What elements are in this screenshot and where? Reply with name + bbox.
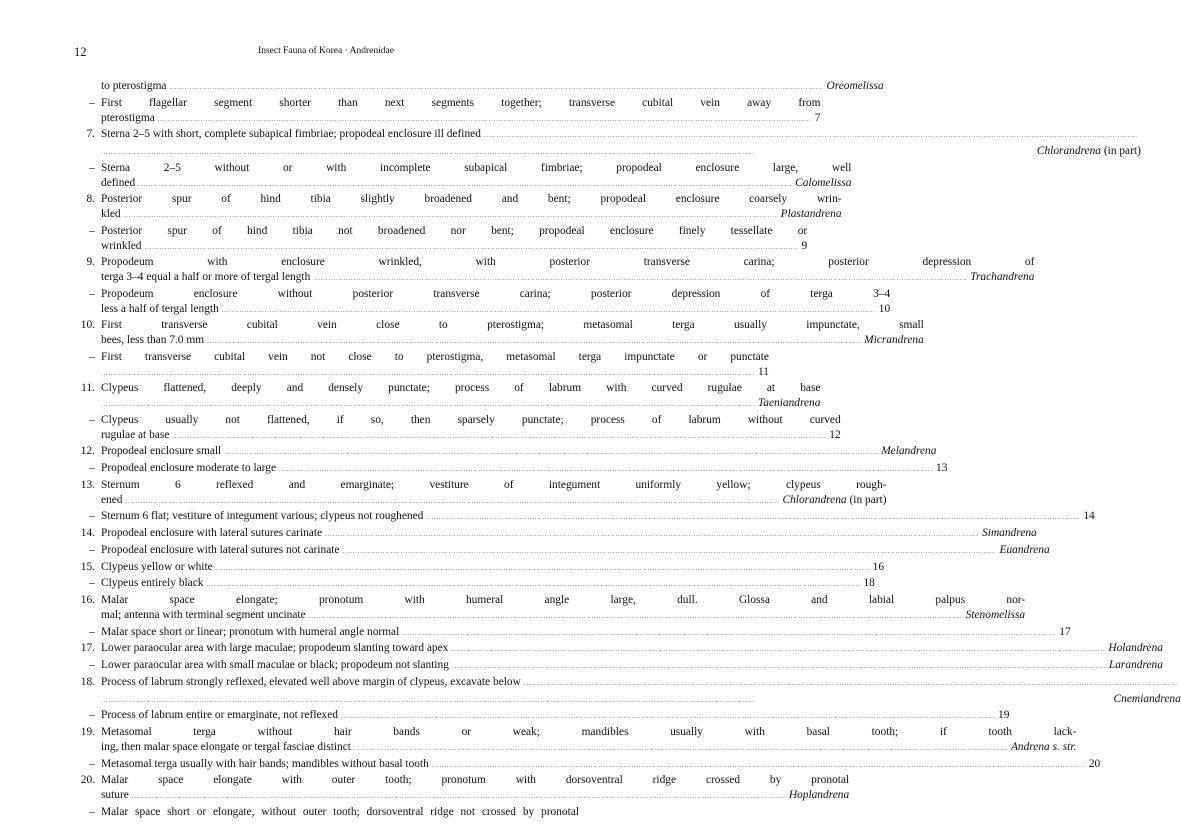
key-line — [101, 526, 1037, 543]
couplet-text — [101, 708, 1009, 725]
couplet-reference — [758, 365, 769, 380]
key-line — [101, 757, 1100, 774]
key-line — [101, 350, 769, 365]
key-couplet — [74, 96, 821, 128]
dot-leader — [101, 146, 1034, 161]
key-line-text: Lower paraocular area with small maculae or black; propodeum not slanting — [101, 659, 449, 671]
genus-name — [999, 543, 1049, 558]
goal-text: Oreomelissa — [826, 80, 884, 92]
goal-text: Micrandrena — [864, 334, 924, 346]
key-line-text: ened — [101, 493, 123, 506]
key-line-text: kled — [101, 208, 121, 220]
key-line-text: terga 3–4 equal a half or more of tergal length — [101, 271, 311, 283]
dot-leader — [207, 578, 861, 593]
key-line — [101, 725, 1076, 740]
key-couplet — [74, 675, 1181, 709]
key-line — [101, 161, 851, 176]
dot-leader — [451, 643, 1105, 658]
couplet-reference — [998, 708, 1009, 723]
key-line — [101, 675, 1181, 692]
couplet-text — [101, 96, 820, 128]
key-line-text: Metasomal terga usually with hair bands; mandibles without basal tooth — [101, 757, 429, 770]
dot-leader — [354, 742, 1008, 757]
key-line-text: Metasomal terga without hair bands or weak; mandibles usually with basal tooth; if tooth lack- — [101, 726, 1077, 738]
key-line-text: Sternum 6 flat; vestiture of integument various; clypeus not roughened — [101, 510, 424, 523]
key-couplet — [74, 127, 1141, 161]
key-couplet — [74, 576, 875, 593]
couplet-text — [101, 255, 1034, 287]
key-line-text: Clypeus flattened, deeply and densely punctate; process of labrum with curved rugulae at base — [101, 382, 821, 395]
key-couplet — [74, 350, 769, 382]
couplet-text — [101, 161, 851, 193]
key-couplet — [74, 805, 579, 820]
key-line-text: Process of labrum entire or emarginate, not reflexed — [101, 709, 339, 722]
couplet-number: 14. — [80, 527, 95, 539]
genus-name — [783, 493, 887, 508]
couplet-number: 9. — [86, 256, 95, 269]
dot-leader — [124, 209, 778, 224]
key-couplet — [74, 757, 1101, 774]
couplet-text — [101, 641, 1163, 658]
goal-text: Stenomelissa — [965, 608, 1026, 621]
goal-text: 9 — [801, 239, 808, 252]
goal-text: 11 — [757, 365, 769, 378]
couplet-number: 19. — [80, 726, 95, 738]
couplet-reference — [863, 576, 874, 591]
genus-name — [1011, 740, 1076, 755]
dot-leader — [158, 113, 812, 128]
key-line — [101, 302, 890, 319]
key-line — [101, 461, 947, 478]
alternative-dash: – — [89, 577, 95, 590]
goal-text: Andrena s. str. — [1010, 740, 1077, 753]
alternative-dash: – — [89, 413, 95, 426]
genus-name — [758, 396, 820, 411]
key-line-text: First flagellar segment shorter than next segments together; transverse cubital vein away from — [101, 96, 821, 109]
goal-qualifier: (in part) — [1101, 145, 1141, 157]
dot-leader — [343, 545, 997, 560]
identification-key — [74, 79, 1181, 820]
key-couplet — [74, 658, 1163, 675]
couplet-number: 20. — [80, 774, 95, 787]
key-line-text: rugulae at base — [101, 428, 170, 441]
genus-name — [1037, 144, 1141, 159]
key-line — [101, 413, 841, 428]
goal-text: 17 — [1059, 625, 1071, 638]
key-line-text: Malar space elongate with outer tooth; pronotum with dorsoventral ridge crossed by pronotal — [101, 774, 850, 787]
goal-text: 10 — [878, 302, 891, 315]
key-couplet — [74, 79, 884, 96]
key-line — [101, 428, 841, 445]
couplet-reference — [1059, 625, 1070, 640]
genus-name — [970, 270, 1034, 285]
couplet-number: 7. — [86, 128, 95, 141]
key-line — [101, 224, 807, 239]
key-line-text: ing, then malar space elongate or tergal fasciae distinct — [101, 740, 351, 753]
key-line — [101, 111, 820, 128]
dot-leader — [138, 178, 792, 193]
key-line-text: Propodeal enclosure with lateral sutures carinate — [101, 527, 323, 539]
key-line-text: Clypeus entirely black — [101, 577, 204, 590]
dot-leader — [341, 710, 995, 725]
key-line — [101, 381, 820, 396]
couplet-text — [101, 192, 842, 224]
couplet-text — [101, 79, 884, 96]
key-line — [101, 543, 1050, 560]
dot-leader — [452, 660, 1106, 675]
key-line — [101, 478, 887, 493]
key-line-text: Lower paraocular area with large maculae; propodeum slanting toward apex — [101, 642, 449, 655]
key-couplet — [74, 625, 1071, 642]
key-couplet — [74, 543, 1050, 560]
dot-leader — [170, 81, 824, 96]
key-line — [101, 396, 820, 413]
key-line-text: Posterior spur of hind tibia not broadened nor bent; propodeal enclosure finely tessellate or — [101, 224, 808, 237]
key-line — [101, 270, 1034, 287]
goal-text: 13 — [936, 462, 948, 474]
key-line-text: Sternum 6 reflexed and emarginate; vestiture of integument uniformly yellow; clypeus rough- — [101, 478, 887, 491]
goal-text: Chlorandrena — [782, 493, 847, 506]
key-line — [101, 788, 849, 805]
running-title: Insect Fauna of Korea · Andrenidae — [258, 46, 394, 56]
couplet-reference — [873, 560, 884, 575]
goal-text: Plastandrena — [780, 208, 842, 220]
key-line-text: Propodeal enclosure with lateral sutures not carinate — [101, 543, 340, 556]
key-line-text: less a half of tergal length — [101, 302, 219, 315]
couplet-reference — [815, 111, 821, 126]
key-line — [101, 176, 851, 193]
key-line — [101, 805, 579, 820]
key-line-text: pterostigma — [101, 111, 155, 124]
key-line — [101, 509, 1095, 526]
goal-text: Chlorandrena — [1036, 145, 1102, 157]
couplet-number: 13. — [80, 478, 95, 491]
key-line-text: First transverse cubital vein not close to pterostigma, metasomal terga impunctate or punctate — [101, 350, 769, 363]
couplet-text — [101, 593, 1025, 625]
key-couplet — [74, 560, 885, 577]
couplet-reference — [829, 428, 840, 443]
couplet-text — [101, 478, 887, 510]
key-line-text: Process of labrum strongly reflexed, elevated well above margin of clypeus, excavate below — [101, 675, 521, 688]
couplet-number: 11. — [81, 382, 95, 395]
key-line — [101, 692, 1181, 709]
couplet-text — [101, 413, 841, 445]
key-line-text: Clypeus yellow or white — [101, 560, 213, 573]
alternative-dash: – — [89, 350, 95, 363]
alternative-dash: – — [89, 757, 95, 770]
key-couplet — [74, 641, 1164, 658]
key-couplet — [74, 444, 937, 461]
couplet-text — [101, 675, 1181, 709]
key-couplet — [74, 224, 808, 256]
couplet-reference — [1089, 757, 1100, 772]
key-couplet — [74, 593, 1026, 625]
dot-leader — [207, 335, 861, 350]
key-line-text: Sterna 2–5 without or with incomplete subapical fimbriae; propodeal enclosure large, well — [101, 161, 852, 174]
key-couplet — [74, 318, 924, 350]
goal-text: 16 — [872, 560, 885, 573]
couplet-number: 16. — [80, 594, 95, 606]
couplet-text — [101, 805, 579, 820]
goal-text: 20 — [1088, 757, 1101, 770]
key-line-text: Sterna 2–5 with short, complete subapical fimbriae; propodeal enclosure ill defined — [101, 128, 481, 141]
alternative-dash: – — [89, 709, 95, 722]
key-line-text: defined — [101, 176, 136, 189]
couplet-text — [101, 757, 1100, 774]
goal-text: Melandrena — [881, 445, 937, 458]
key-line-text: bees, less than 7.0 mm — [101, 334, 205, 346]
key-line — [101, 493, 887, 510]
dot-leader — [279, 463, 933, 478]
key-couplet — [74, 381, 821, 413]
dot-leader — [101, 694, 1111, 709]
alternative-dash: – — [89, 543, 95, 556]
key-couplet — [74, 725, 1077, 757]
dot-leader — [101, 398, 755, 413]
couplet-reference — [1083, 509, 1094, 524]
key-line — [101, 192, 842, 207]
dot-leader — [224, 446, 878, 461]
key-line — [101, 444, 936, 461]
dot-leader — [126, 495, 780, 510]
goal-text: 18 — [863, 577, 875, 590]
couplet-text — [101, 509, 1095, 526]
dot-leader — [524, 677, 1178, 692]
key-couplet — [74, 255, 1035, 287]
dot-leader — [145, 241, 799, 256]
couplet-number: 17. — [80, 642, 95, 655]
key-line-text: mal; antenna with terminal segment uncinate — [101, 608, 306, 621]
dot-leader — [484, 129, 1138, 144]
key-line — [101, 144, 1141, 161]
key-line — [101, 773, 849, 788]
key-line-text: Clypeus usually not flattened, if so, then sparsely punctate; process of labrum without curved — [101, 413, 841, 426]
dot-leader — [222, 304, 876, 319]
key-line — [101, 608, 1025, 625]
genus-name — [795, 176, 851, 191]
dot-leader — [172, 430, 826, 445]
dot-leader — [101, 367, 755, 382]
couplet-text — [101, 461, 947, 478]
key-couplet — [74, 708, 1010, 725]
key-line — [101, 593, 1025, 608]
key-line — [101, 287, 890, 302]
key-line — [101, 560, 884, 577]
couplet-number: 12. — [80, 445, 95, 458]
goal-text: 14 — [1083, 510, 1095, 523]
genus-name — [881, 444, 936, 459]
couplet-number: 18. — [80, 675, 95, 688]
genus-name — [1114, 692, 1181, 707]
couplet-reference — [879, 302, 890, 317]
key-line — [101, 239, 807, 256]
genus-name — [1108, 641, 1163, 656]
key-line — [101, 708, 1009, 725]
genus-name — [1109, 658, 1163, 673]
key-line — [101, 625, 1071, 642]
key-line-text: suture — [101, 789, 129, 801]
couplet-number: 15. — [80, 560, 95, 573]
alternative-dash: – — [89, 805, 95, 818]
goal-text: Holandrena — [1108, 642, 1164, 655]
dot-leader — [132, 790, 786, 805]
key-line — [101, 96, 820, 111]
goal-text: Trachandrena — [970, 271, 1035, 283]
key-couplet — [74, 773, 850, 805]
couplet-text — [101, 127, 1141, 161]
key-line — [101, 255, 1034, 270]
key-line — [101, 127, 1141, 144]
key-line — [101, 740, 1076, 757]
dot-leader — [216, 562, 870, 577]
goal-text: 12 — [829, 428, 841, 441]
dot-leader — [309, 610, 963, 625]
alternative-dash: – — [89, 287, 95, 300]
key-line — [101, 207, 842, 224]
key-couplet — [74, 526, 1037, 543]
key-line-text: Propodeum with enclosure wrinkled, with posterior transverse carina; posterior depression of — [101, 256, 1035, 269]
dot-leader — [432, 759, 1086, 774]
genus-name — [789, 788, 849, 803]
page-number: 12 — [74, 45, 87, 59]
genus-name — [781, 207, 842, 222]
goal-text: Hoplandrena — [788, 789, 850, 801]
genus-name — [864, 333, 924, 348]
dot-leader — [325, 528, 979, 543]
goal-text: Simandrena — [982, 527, 1037, 539]
couplet-text — [101, 725, 1076, 757]
key-line-text: First transverse cubital vein close to pterostigma; metasomal terga usually impunctate, small — [101, 319, 924, 332]
key-couplet — [74, 161, 852, 193]
goal-qualifier: (in part) — [846, 493, 887, 506]
key-line-text: Propodeal enclosure moderate to large — [101, 462, 277, 474]
couplet-text — [101, 350, 769, 382]
alternative-dash: – — [89, 625, 95, 638]
couplet-reference — [936, 461, 947, 476]
alternative-dash: – — [89, 96, 95, 109]
key-line — [101, 658, 1163, 675]
goal-text: Taeniandrena — [757, 397, 821, 409]
couplet-text — [101, 287, 890, 319]
couplet-text — [101, 658, 1163, 675]
couplet-text — [101, 625, 1071, 642]
alternative-dash: – — [89, 462, 95, 474]
key-line — [101, 641, 1163, 658]
genus-name — [826, 79, 883, 94]
key-couplet — [74, 461, 948, 478]
couplet-text — [101, 444, 936, 461]
alternative-dash: – — [89, 161, 95, 174]
couplet-number: 8. — [86, 193, 95, 206]
couplet-text — [101, 773, 849, 805]
key-couplet — [74, 413, 841, 445]
goal-text: Euandrena — [999, 543, 1050, 556]
key-line — [101, 318, 924, 333]
key-couplet — [74, 192, 842, 224]
dot-leader — [426, 511, 1080, 526]
key-line-text: Propodeum enclosure without posterior transverse carina; posterior depression of terga 3–4 — [101, 287, 891, 300]
key-line-text: wrinkled — [101, 239, 142, 252]
couplet-reference — [801, 239, 807, 254]
couplet-number: 10. — [80, 319, 95, 332]
couplet-text — [101, 224, 807, 256]
key-line — [101, 79, 884, 96]
key-couplet — [74, 287, 891, 319]
couplet-text — [101, 381, 820, 413]
goal-text: Calomelissa — [795, 176, 852, 189]
key-couplet — [74, 478, 887, 510]
key-line — [101, 333, 924, 350]
key-line-text: Malar space short or linear; pronotum with humeral angle normal — [101, 625, 400, 638]
dot-leader — [402, 627, 1056, 642]
key-line-text: to pterostigma — [101, 80, 167, 92]
genus-name — [982, 526, 1037, 541]
key-line-text: Malar space elongate; pronotum with humeral angle large, dull. Glossa and labial palpus nor- — [101, 594, 1026, 606]
couplet-text — [101, 543, 1050, 560]
alternative-dash: – — [89, 224, 95, 237]
page-header — [0, 45, 652, 61]
goal-text: 19 — [998, 709, 1010, 722]
key-line — [101, 365, 769, 382]
key-couplet — [74, 509, 1095, 526]
dot-leader — [313, 272, 967, 287]
couplet-text — [101, 560, 884, 577]
goal-text: Cnemiandrena — [1113, 692, 1181, 705]
goal-text: 7 — [814, 111, 821, 124]
key-line — [101, 576, 875, 593]
alternative-dash: – — [89, 659, 95, 671]
couplet-number — [74, 79, 95, 96]
goal-text: Larandrena — [1108, 659, 1163, 671]
couplet-text — [101, 576, 875, 593]
couplet-text — [101, 526, 1037, 543]
key-line-text: Malar space short or elongate, without outer tooth; dorsoventral ridge not crossed by pronotal — [101, 805, 579, 818]
key-line-text: Posterior spur of hind tibia slightly broadened and bent; propodeal enclosure coarsely wrin- — [101, 193, 842, 206]
alternative-dash: – — [89, 510, 95, 523]
key-line-text: Propodeal enclosure small — [101, 445, 222, 458]
genus-name — [966, 608, 1025, 623]
couplet-text — [101, 318, 924, 350]
